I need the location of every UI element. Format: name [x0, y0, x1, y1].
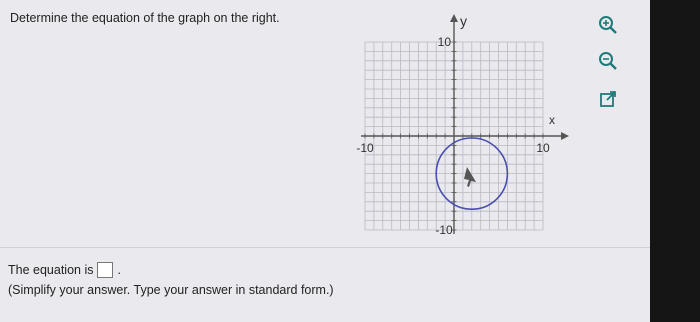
answer-line: [8, 262, 121, 278]
question-text: Determine the equation of the graph on the right.: [10, 11, 280, 25]
tick-label-y-bottom: -10: [435, 223, 453, 237]
zoom-in-button[interactable]: [595, 12, 621, 38]
section-divider: [0, 247, 650, 248]
tick-label-y-top: 10: [437, 35, 451, 49]
answer-input[interactable]: [97, 262, 113, 278]
tick-label-x-left: -10: [356, 141, 374, 155]
answer-hint: (Simplify your answer. Type your answer in standard form.): [8, 283, 334, 297]
y-axis-label: y: [460, 13, 467, 29]
external-link-icon: [598, 89, 618, 109]
graph-axes: [361, 14, 569, 234]
answer-prefix: The equation is: [8, 263, 94, 277]
y-axis-arrow: [450, 14, 458, 22]
x-axis-label: x: [549, 113, 555, 127]
zoom-in-icon: [598, 15, 618, 35]
zoom-out-icon: [598, 51, 618, 71]
mouse-pointer-icon: [464, 167, 476, 187]
coordinate-graph: [340, 12, 580, 242]
answer-suffix: .: [117, 263, 121, 277]
zoom-out-button[interactable]: [595, 48, 621, 74]
tick-label-x-right: 10: [536, 141, 550, 155]
screen-bezel: [650, 0, 700, 322]
x-axis-arrow: [561, 132, 569, 140]
open-in-new-window-button[interactable]: [595, 86, 621, 112]
